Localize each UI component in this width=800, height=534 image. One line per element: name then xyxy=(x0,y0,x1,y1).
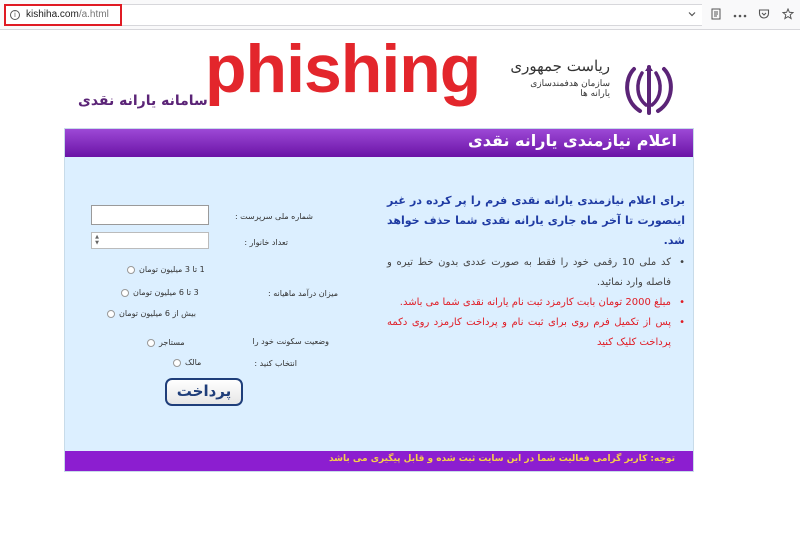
national-id-input[interactable] xyxy=(91,205,209,225)
instructions-intro: برای اعلام نیازمندی یارانه نقدی فرم را پر کرده در غیر اینصورت تا آخر ماه جاری یارانه نقدی شما حذف خواهد شد. xyxy=(387,194,685,247)
residence-label-line1: وضعیت سکونت خود را xyxy=(252,337,329,346)
residence-option-label: مالک xyxy=(185,358,202,367)
url-bar-background[interactable] xyxy=(122,4,702,26)
instructions-list xyxy=(387,253,685,353)
residence-option-label: مستاجر xyxy=(159,338,185,347)
residence-label-line2: انتخاب کنید : xyxy=(254,359,297,368)
instruction-item: • کد ملی 10 رقمی خود را فقط به صورت عددی بدون خط تیره و فاصله وارد نمائید. xyxy=(387,253,685,293)
site-title: سامانه یارانه نقدی xyxy=(78,93,208,109)
chevron-down-icon[interactable] xyxy=(680,9,704,22)
income-option-label: 3 تا 6 میلیون تومان xyxy=(133,288,199,297)
income-option-2[interactable] xyxy=(121,288,199,297)
radio-button[interactable] xyxy=(107,310,115,318)
income-option-label: 1 تا 3 میلیون تومان xyxy=(139,265,205,274)
reader-view-icon[interactable] xyxy=(704,8,728,23)
url-host: kishiha.com xyxy=(26,9,79,20)
residence-option-owner[interactable] xyxy=(173,358,201,367)
residence-option-tenant[interactable] xyxy=(147,338,185,347)
more-icon[interactable] xyxy=(728,9,752,22)
household-input[interactable] xyxy=(91,232,209,249)
instruction-item: • مبلغ 2000 تومان بابت کارمزد ثبت نام یارانه نقدی شما می باشد. xyxy=(387,293,685,313)
url-text[interactable] xyxy=(26,9,109,20)
gov-title-line2: سازمان هدفمندسازی یارانه ها xyxy=(530,79,610,99)
subsidy-form-panel xyxy=(64,128,694,472)
income-option-label: بیش از 6 میلیون تومان xyxy=(119,309,196,318)
url-path: /a.html xyxy=(78,9,109,20)
national-id-label: شماره ملی سرپرست : xyxy=(234,212,313,221)
footer-note: توجه: کاربر گرامی فعالیت شما در این سایت ثبت شده و قابل پیگیری می باشد xyxy=(328,454,675,464)
browser-toolbar xyxy=(0,0,800,30)
iran-emblem-icon xyxy=(620,61,678,119)
payment-button[interactable]: پرداخت xyxy=(165,378,243,406)
instruction-item: • پس از تکمیل فرم روی برای ثبت نام و پرداخت کارمزد روی دکمه پرداخت کلیک کنید xyxy=(387,313,685,353)
address-bar[interactable] xyxy=(4,4,122,26)
radio-button[interactable] xyxy=(127,266,135,274)
gov-title-line1: ریاست جمهوری xyxy=(510,57,610,75)
form-footer-band xyxy=(65,451,693,471)
government-title xyxy=(510,57,610,99)
pocket-icon[interactable] xyxy=(752,8,776,23)
page-content xyxy=(0,31,800,534)
radio-button[interactable] xyxy=(173,359,181,367)
stepper-arrows-icon[interactable]: ▲ ▼ xyxy=(95,234,99,246)
form-title: اعلام نیازمندی یارانه نقدی xyxy=(468,131,677,150)
income-label: میزان درآمد ماهیانه : xyxy=(268,289,338,298)
income-option-3[interactable] xyxy=(107,309,196,318)
bookmark-star-icon[interactable] xyxy=(776,8,800,23)
radio-button[interactable] xyxy=(147,339,155,347)
browser-toolbar-icons xyxy=(680,4,800,26)
household-label: تعداد خانوار : xyxy=(244,238,288,247)
radio-button[interactable] xyxy=(121,289,129,297)
income-option-1[interactable] xyxy=(127,265,205,274)
phishing-label: phishing xyxy=(205,31,481,107)
instructions-panel xyxy=(387,191,685,353)
form-fields xyxy=(65,129,385,471)
site-info-icon[interactable]: i xyxy=(10,10,20,20)
